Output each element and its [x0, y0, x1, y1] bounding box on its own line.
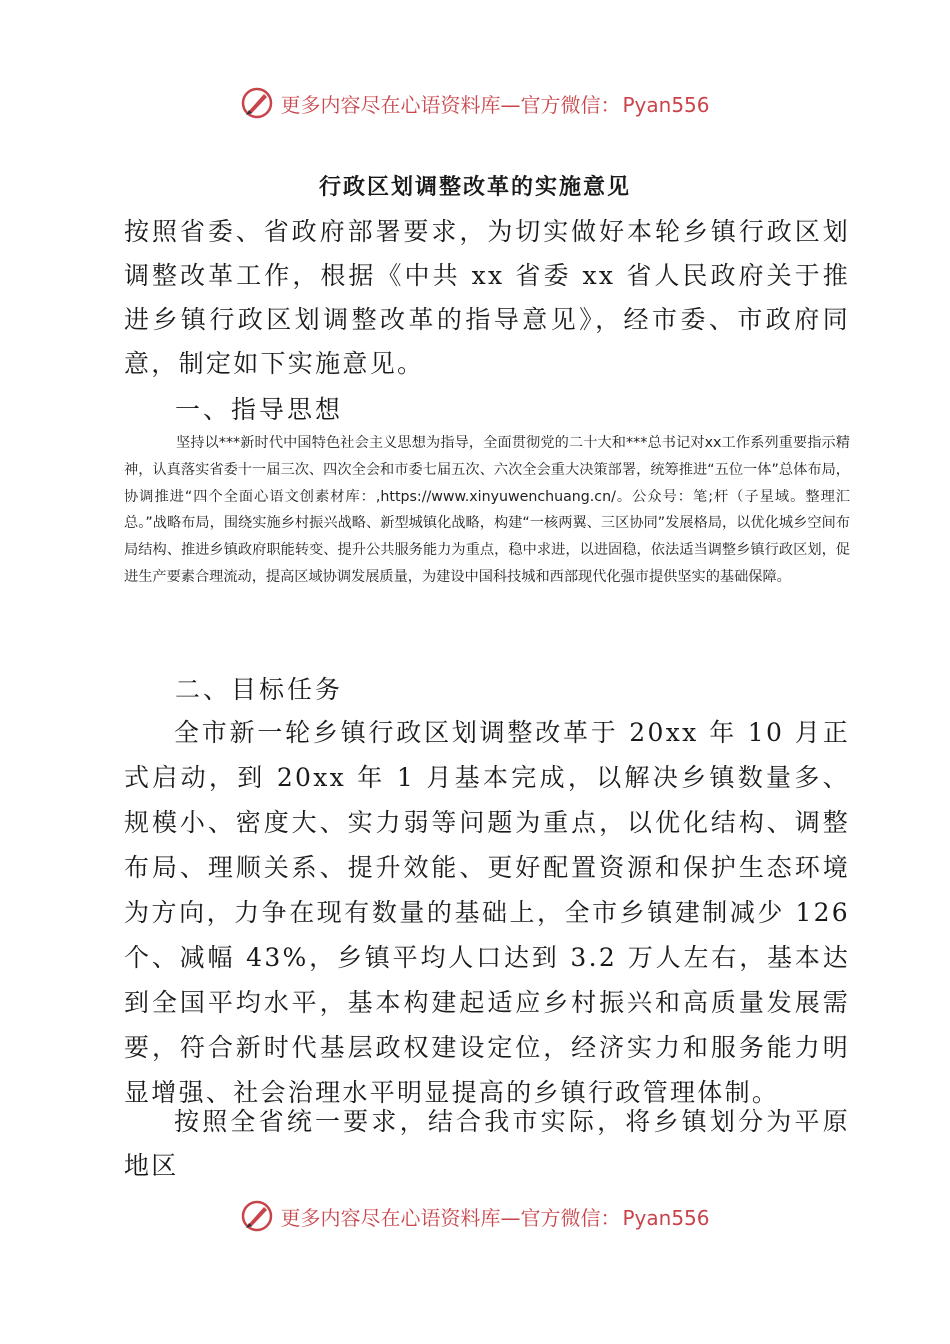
section-2-body: 全市新一轮乡镇行政区划调整改革于 20xx 年 10 月正式启动，到 20xx 年 1 月基本完成，以解决乡镇数量多、规模小、密度大、实力弱等问题为重点，以优化结构、调整布局、理顺关系、提升效能、更好配置资源和保护生态环境为方向，力争在现有数量的基础上，全市乡镇建制减少 126 个、减幅 43%，乡镇平均人口达到 3.2 万人左右，基本达到全国平均水平，基本构建起适应乡村振兴和高质量发展需要，符合新时代基层政权建设定位，经济实力和服务能力明显增强、社会治理水平明显提高的乡镇行政管理体制。: [124, 718, 850, 1107]
header-banner-text: 更多内容尽在心语资料库—官方微信： Pyan556: [280, 92, 710, 117]
section-1-body: 坚持以***新时代中国特色社会主义思想为指导，全面贯彻党的二十大和***总书记对xx工作系列重要指示精神，认真落实省委十一届三次、四次全会和市委七届五次、六次全会重大决策部署，统筹推进“五位一体”总体布局，协调推进“四个全面心语文创素材库：,https://www.xinyuwenchuang.cn/。公众号：笔;杆（子星域。整理汇总。”战略布局，围绕实施乡村振兴战略、新型城镇化战略，构建“一核两翼、三区协同”发展格局，以优化城乡空间布局结构、推进乡镇政府职能转变、提升公共服务能力为重点，稳中求进，以进固稳，依法适当调整乡镇行政区划，促进生产要素合理流动，提高区域协调发展质量，为建设中国科技城和西部现代化强市提供坚实的基础保障。: [124, 435, 850, 585]
footer-wechat-id: Pyan556: [622, 1205, 710, 1230]
footer-banner-text: 更多内容尽在心语资料库—官方微信： Pyan556: [280, 1205, 710, 1230]
header-wechat-id: Pyan556: [622, 92, 710, 117]
section-2-heading: 二、目标任务: [175, 675, 344, 704]
document-title: 行政区划调整改革的实施意见: [318, 174, 631, 200]
section-2-body-continued: 按照全省统一要求，结合我市实际，将乡镇划分为平原地区: [124, 1107, 850, 1180]
footer-banner: [0, 1196, 950, 1236]
brush-logo-icon: [240, 86, 274, 120]
brush-logo-icon: [240, 1199, 274, 1233]
section-1-heading: 一、指导思想: [175, 395, 344, 424]
intro-paragraph: 按照省委、省政府部署要求，为切实做好本轮乡镇行政区划调整改革工作，根据《中共 xx 省委 xx 省人民政府关于推进乡镇行政区划调整改革的指导意见》，经市委、市政府同意，制定如下实施意见。: [124, 217, 850, 378]
header-banner: [0, 83, 950, 123]
